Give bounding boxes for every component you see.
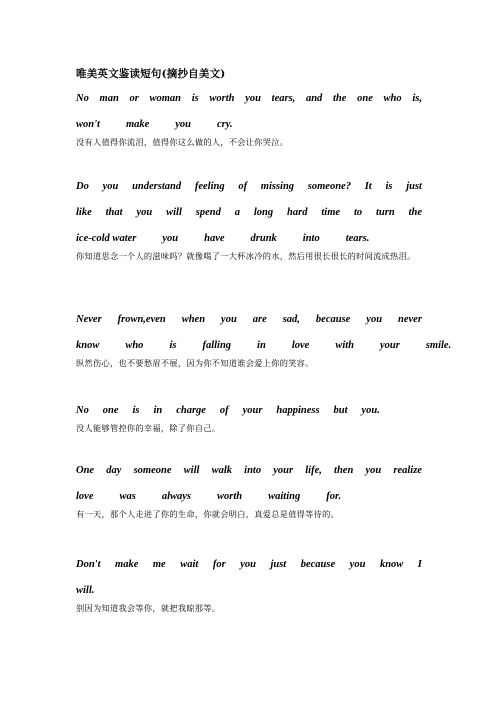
quote-entry: [76, 464, 422, 521]
english-word: was: [119, 491, 136, 502]
english-word: but: [333, 405, 348, 416]
english-word: spend: [195, 207, 221, 218]
english-word: will.: [76, 585, 95, 596]
english-line: [76, 92, 422, 118]
english-word: into: [302, 233, 320, 244]
english-word: Never: [76, 314, 102, 325]
english-word: ice-cold water: [76, 233, 137, 244]
english-word: smile.: [425, 340, 452, 351]
english-word: time: [321, 207, 341, 218]
english-word: turn: [376, 207, 395, 218]
english-word: just: [406, 181, 422, 192]
english-word: a: [234, 207, 240, 218]
english-word: your: [242, 405, 263, 416]
english-word: in: [153, 405, 163, 416]
english-word: when: [181, 314, 206, 325]
english-word: have: [204, 233, 225, 244]
english-word: your: [380, 340, 400, 351]
english-word: frown,even: [117, 314, 166, 325]
english-word: will: [166, 207, 182, 218]
english-word: you.: [361, 405, 380, 416]
english-word: drunk: [250, 233, 277, 244]
english-word: is: [132, 405, 140, 416]
quote-entry: [76, 404, 422, 435]
english-word: falling: [202, 340, 232, 351]
english-word: you: [136, 207, 153, 218]
english-word: the: [333, 93, 347, 104]
english-word: understand: [132, 181, 182, 192]
english-word: me: [152, 559, 166, 570]
quote-entry: [76, 558, 422, 615]
english-word: you: [162, 233, 179, 244]
english-word: for.: [326, 491, 342, 502]
english-word: or: [129, 93, 139, 104]
english-word: the: [408, 207, 422, 218]
english-word: No: [76, 93, 89, 104]
english-line: [76, 206, 422, 232]
english-word: of: [219, 405, 229, 416]
chinese-translation: 没有人值得你流泪，值得你这么做的人，不会让你哭泣。: [76, 137, 289, 147]
english-word: one: [102, 405, 119, 416]
english-word: of: [238, 181, 248, 192]
english-word: make: [125, 119, 150, 130]
english-word: One: [76, 465, 95, 476]
quote-entry: [76, 92, 422, 149]
english-word: happiness: [276, 405, 320, 416]
chinese-translation: 纵然伤心，也不要愁眉不展，因为你不知道谁会爱上你的笑容。: [76, 358, 314, 368]
english-line: [76, 313, 422, 339]
english-word: worth: [217, 491, 243, 502]
english-word: No: [76, 405, 89, 416]
chinese-translation: 你知道思念一个人的滋味吗？就像喝了一大杯冰冷的水，然后用很长很长的时间流成热泪。: [76, 251, 416, 261]
english-word: one: [357, 93, 373, 104]
chinese-translation: 别因为知道我会等你，就把我晾那等。: [76, 603, 221, 613]
english-word: will: [183, 465, 200, 476]
english-word: woman: [149, 93, 182, 104]
english-word: you: [366, 314, 383, 325]
english-line: [76, 180, 422, 206]
english-word: because: [315, 314, 351, 325]
english-word: waiting: [268, 491, 301, 502]
english-word: then: [334, 465, 354, 476]
english-word: wait: [180, 559, 199, 570]
english-line: [76, 558, 422, 584]
english-word: sad,: [282, 314, 300, 325]
english-word: Don't: [76, 559, 101, 570]
english-word: always: [161, 491, 192, 502]
english-word: man: [99, 93, 119, 104]
english-word: cry.: [217, 119, 233, 130]
english-word: that: [105, 207, 123, 218]
english-word: I: [417, 559, 422, 570]
english-word: realize: [393, 465, 422, 476]
english-word: and: [305, 93, 323, 104]
english-word: someone?: [307, 181, 351, 192]
english-word: love: [76, 491, 94, 502]
english-word: just: [270, 559, 287, 570]
english-word: walk: [211, 465, 232, 476]
english-word: you: [240, 559, 256, 570]
english-word: is: [385, 181, 393, 192]
english-word: into: [244, 465, 262, 476]
english-word: in: [257, 340, 266, 351]
english-word: know: [76, 340, 100, 351]
english-word: know: [379, 559, 404, 570]
english-line: [76, 464, 422, 490]
english-word: worth: [209, 93, 235, 104]
english-word: hard: [287, 207, 308, 218]
english-word: love: [291, 340, 310, 351]
quote-entry: [76, 180, 422, 263]
english-word: who: [383, 93, 402, 104]
english-word: you: [102, 181, 119, 192]
english-word: make: [115, 559, 139, 570]
english-word: tears,: [271, 93, 296, 104]
english-word: tears.: [345, 233, 370, 244]
english-word: to: [353, 207, 363, 218]
english-word: you: [221, 314, 237, 325]
english-word: is: [191, 93, 199, 104]
english-word: because: [300, 559, 336, 570]
chinese-translation: 有一天，那个人走进了你的生命，你就会明白，真爱总是值得等待的。: [76, 509, 340, 519]
english-word: is,: [412, 93, 422, 104]
english-word: you: [349, 559, 366, 570]
document-title: 唯美英文鉴读短句(摘抄自美文): [76, 68, 226, 80]
english-word: long: [253, 207, 274, 218]
english-word: won't: [76, 119, 100, 130]
english-word: with: [335, 340, 354, 351]
english-word: life,: [305, 465, 322, 476]
english-word: who: [125, 340, 144, 351]
english-word: your: [273, 465, 294, 476]
english-word: feeling: [194, 181, 225, 192]
english-word: are: [252, 314, 267, 325]
chinese-translation: 没人能够管控你的幸福，除了你自己。: [76, 423, 221, 433]
english-word: is: [169, 340, 177, 351]
english-word: missing: [260, 181, 295, 192]
english-word: you: [365, 465, 382, 476]
english-word: you: [175, 119, 192, 130]
english-word: like: [76, 207, 92, 218]
english-word: day: [106, 465, 122, 476]
quote-entry: [76, 313, 452, 370]
english-word: never: [398, 314, 422, 325]
english-word: for: [212, 559, 226, 570]
english-word: It: [364, 181, 372, 192]
english-word: charge: [176, 405, 206, 416]
english-word: you: [245, 93, 261, 104]
english-word: Do: [76, 181, 89, 192]
english-word: someone: [133, 465, 172, 476]
